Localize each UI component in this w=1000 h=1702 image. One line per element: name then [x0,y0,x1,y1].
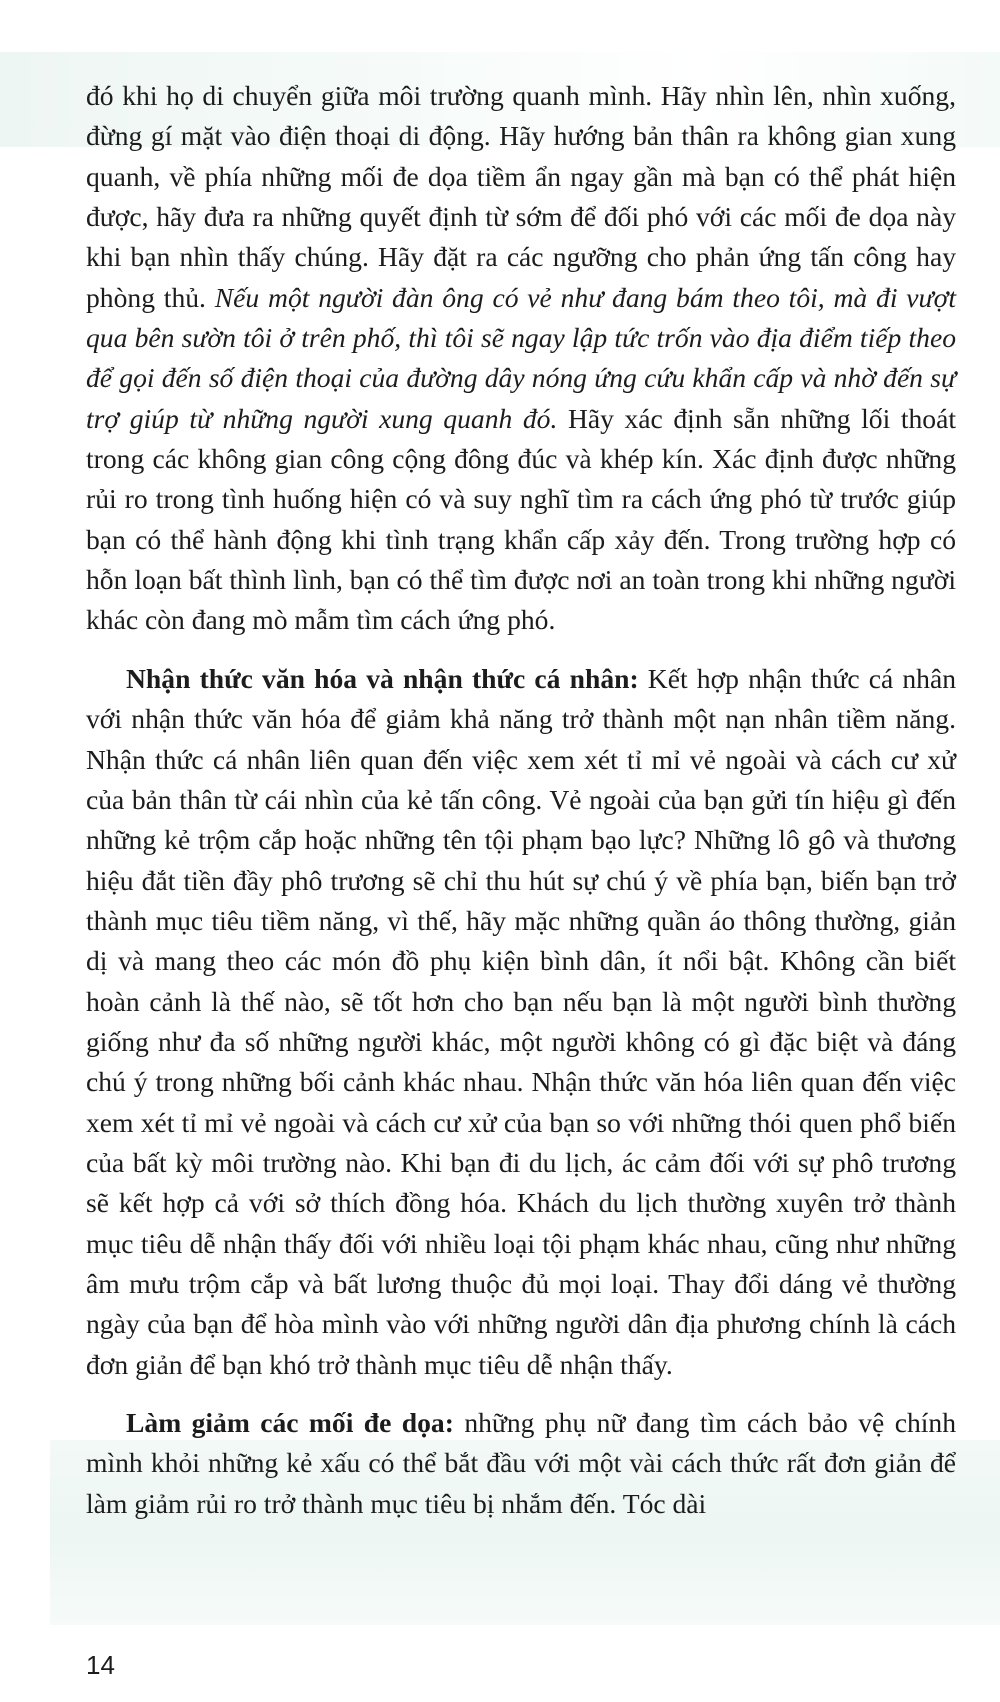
paragraph-2 [86,659,956,1385]
page-number: 14 [86,1650,115,1680]
paragraph-3 [86,1403,956,1524]
paragraph-1-text-a: đó khi họ di chuyển giữa môi trường quanh mình. Hãy nhìn lên, nhìn xuống, đừng gí mặt vào điện thoại di động. Hãy hướng bản thân ra không gian xung quanh, về phía những mối đe dọa tiềm ẩn ngay gần mà bạn có thể phát hiện được, hãy đưa ra những quyết định từ sớm để đối phó với các mối đe dọa này khi bạn nhìn thấy chúng. Hãy đặt ra các ngưỡng cho phản ứng tấn công hay phòng thủ. [86,80,956,313]
paragraph-2-body: Kết hợp nhận thức cá nhân với nhận thức văn hóa để giảm khả năng trở thành một nạn nhân tiềm năng. Nhận thức cá nhân liên quan đến việc xem xét tỉ mỉ vẻ ngoài và cách cư xử của bản thân từ cái nhìn của kẻ tấn công. Vẻ ngoài của bạn gửi tín hiệu gì đến những kẻ trộm cắp hoặc những tên tội phạm bạo lực? Những lô gô và thương hiệu đắt tiền đầy phô trương sẽ chỉ thu hút sự chú ý về phía bạn, biến bạn trở thành mục tiêu tiềm năng, vì thế, hãy mặc những quần áo thông thường, giản dị và mang theo các món đồ phụ kiện bình dân, ít nổi bật. Không cần biết hoàn cảnh là thế nào, sẽ tốt hơn cho bạn nếu bạn là một người bình thường giống như đa số những người khác, một người không có gì đặc biệt và đáng chú ý trong những bối cảnh khác nhau. Nhận thức văn hóa liên quan đến việc xem xét tỉ mỉ vẻ ngoài và cách cư xử của bạn so với những thói quen phổ biến của bất kỳ môi trường nào. Khi bạn đi du lịch, ác cảm đối với sự phô trương sẽ kết hợp cả với sở thích đồng hóa. Khách du lịch thường xuyên trở thành mục tiêu dễ nhận thấy đối với nhiều loại tội phạm khác nhau, cũng như những âm mưu trộm cắp và bất lương thuộc đủ mọi loại. Thay đổi dáng vẻ thường ngày của bạn để hòa mình vào với những người dân địa phương chính là cách đơn giản để bạn khó trở thành mục tiêu dễ nhận thấy. [86,662,956,1380]
paragraph-2-heading: Nhận thức văn hóa và nhận thức cá nhân: [126,662,639,694]
body-text [86,76,956,1524]
paragraph-1 [86,76,956,641]
paragraph-1-italic: Nếu một người đàn ông có vẻ như đang bám theo tôi, mà đi vượt qua bên sườn tôi ở trên phố, thì tôi sẽ ngay lập tức trốn vào địa điểm tiếp theo để gọi đến số điện thoại của đường dây nóng ứng cứu khẩn cấp và nhờ đến sự trợ giúp từ những người xung quanh đó. [86,281,956,434]
paragraph-3-heading: Làm giảm các mối đe dọa: [126,1407,454,1438]
paragraph-1-text-b: Hãy xác định sẵn những lối thoát trong các không gian công cộng đông đúc và khép kín. Xác định được những rủi ro trong tình huống hiện có và suy nghĩ tìm ra cách ứng phó từ trước giúp bạn có thể hành động khi tình trạng khẩn cấp xảy đến. Trong trường hợp có hỗn loạn bất thình lình, bạn có thể tìm được nơi an toàn trong khi những người khác còn đang mò mẫm tìm cách ứng phó. [86,402,956,636]
paragraph-3-body: những phụ nữ đang tìm cách bảo vệ chính mình khỏi những kẻ xấu có thể bắt đầu với một vài cách thức rất đơn giản để làm giảm rủi ro trở thành mục tiêu bị nhắm đến. Tóc dài [86,1407,956,1519]
